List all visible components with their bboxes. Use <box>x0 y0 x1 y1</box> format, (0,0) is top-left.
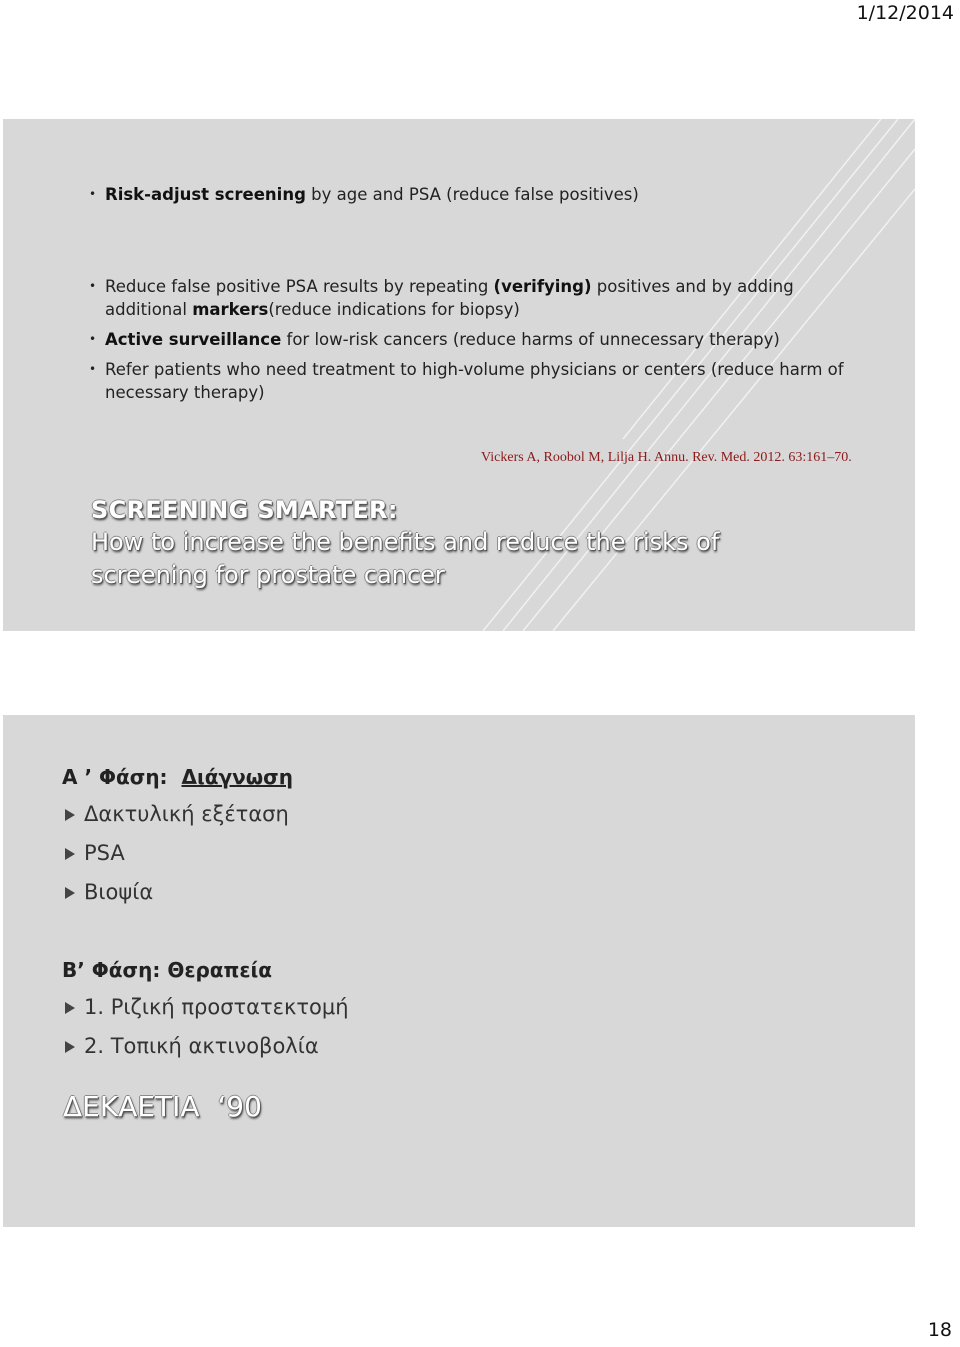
list-item-label: PSA <box>84 841 125 865</box>
arrow-bullet-icon <box>65 809 75 821</box>
diagnosis-list <box>65 799 289 916</box>
bullet-dot-icon: • <box>89 362 97 376</box>
list-item <box>87 183 867 206</box>
phase-a-heading <box>62 765 293 789</box>
arrow-bullet-icon <box>65 1041 75 1053</box>
bullet-text: by age and PSA (reduce false positives) <box>305 185 639 204</box>
bullet-bold-text: (verifying) <box>493 277 592 296</box>
citation: Vickers A, Roobol M, Lilja H. Annu. Rev. Med. 2012. 63:161–70. <box>481 450 852 465</box>
phase-a-prefix: Α ’ Φάση: <box>62 765 182 789</box>
title-main: SCREENING SMARTER: <box>91 496 398 524</box>
bullet-bold-text: Active surveillance <box>105 330 282 349</box>
phase-a-underlined: Διάγνωση <box>181 765 293 789</box>
strategy-bullet-list <box>87 275 867 411</box>
arrow-bullet-icon <box>65 848 75 860</box>
bullet-dot-icon: • <box>89 332 97 346</box>
bullet-bold-text: Risk-adjust screening <box>105 185 306 204</box>
list-item-label: Βιοψία <box>84 880 154 904</box>
list-item <box>65 799 289 838</box>
bullet-dot-icon: • <box>89 187 97 201</box>
slide-screening-smarter <box>3 119 915 631</box>
list-item <box>87 358 867 404</box>
list-item <box>65 838 289 877</box>
bullet-text: for low-risk cancers (reduce harms of unnecessary therapy) <box>281 330 780 349</box>
arrow-bullet-icon <box>65 1002 75 1014</box>
bullet-dot-icon: • <box>89 279 97 293</box>
list-item-label: Δακτυλική εξέταση <box>84 802 289 826</box>
decade-title: ΔΕΚΑΕΤΙΑ ‘90 <box>63 1090 262 1123</box>
page-date: 1/12/2014 <box>856 2 954 24</box>
list-item-label: 2. Τοπική ακτινοβολία <box>84 1034 319 1058</box>
bullet-text: positives and by adding additional <box>105 277 794 319</box>
therapy-list <box>65 992 349 1070</box>
list-item-label: 1. Ριζική προστατεκτομή <box>84 995 349 1019</box>
list-item <box>65 1031 349 1070</box>
bullet-text: Refer patients who need treatment to high-volume physicians or centers (reduce harm of necessary therapy) <box>105 360 844 402</box>
list-item <box>87 275 867 321</box>
slide-title <box>91 494 791 592</box>
list-item <box>65 992 349 1031</box>
title-subtitle: How to increase the benefits and reduce the risks of screening for prostate cancer <box>91 528 720 589</box>
bullet-bold-text: markers <box>192 300 269 319</box>
bullet-text: Reduce false positive PSA results by repeating <box>105 277 494 296</box>
list-item <box>87 328 867 351</box>
arrow-bullet-icon <box>65 887 75 899</box>
page-number: 18 <box>927 1319 952 1341</box>
slide-treatment-phases <box>3 715 915 1227</box>
risk-adjust-bullet-list <box>87 183 867 206</box>
phase-b-heading: Β’ Φάση: Θεραπεία <box>62 958 272 982</box>
bullet-text: (reduce indications for biopsy) <box>268 300 520 319</box>
list-item <box>65 877 289 916</box>
